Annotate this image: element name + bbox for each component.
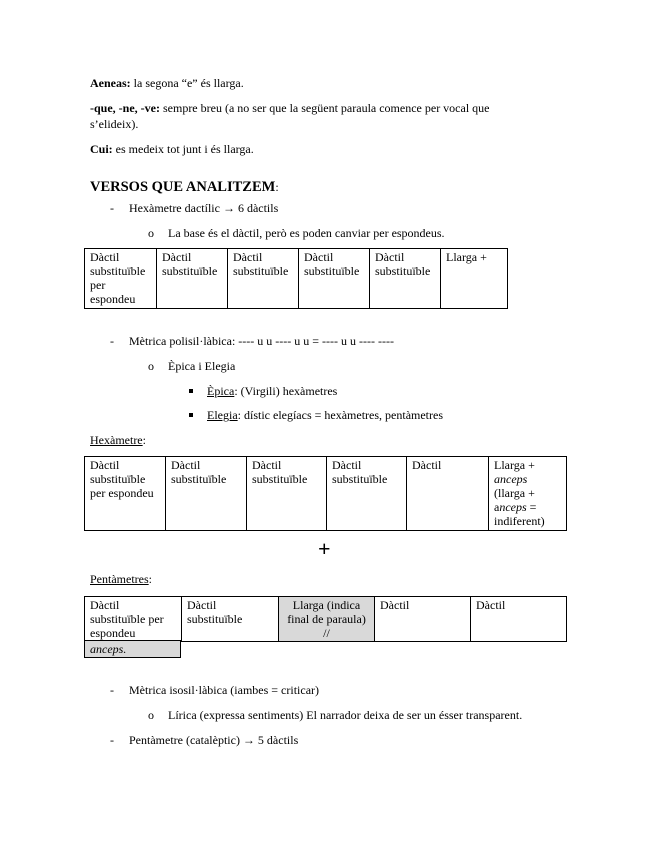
table-cell: Dàctil substituïble per espondeu — [85, 597, 182, 642]
paragraph-cui — [90, 142, 254, 156]
table-anceps-row — [84, 640, 181, 658]
table-cell: Dàctil — [471, 597, 567, 642]
sub-marker: o — [148, 226, 154, 240]
text-aeneas: la segona “e” és llarga. — [130, 76, 244, 90]
table-cell: Dàctil substituïble — [299, 249, 370, 309]
hexametre-label — [90, 433, 146, 447]
table-cell: Dàctil substituïble — [166, 457, 247, 531]
label-aeneas: Aeneas: — [90, 76, 131, 90]
table-cell: Dàctil substituïble — [327, 457, 407, 531]
indiferent-text: indiferent) — [494, 514, 545, 528]
bullet-item-elegia — [207, 408, 443, 422]
label-cui: Cui: — [90, 142, 113, 156]
pentametres-label-colon: : — [148, 572, 152, 586]
bullet-text-elegia: : dístic elegíacs = hexàmetres, pentàmetres — [237, 408, 444, 422]
sub-marker: o — [148, 359, 154, 373]
bullet-label-epica: Èpica — [207, 384, 235, 398]
pentametres-label — [90, 572, 152, 586]
table-cell: Dàctil substituïble — [228, 249, 299, 309]
paragraph-que-ne-ve — [90, 101, 490, 115]
table-cell: Llarga + — [441, 249, 508, 309]
sub-item-epica-elegia: Èpica i Elegia — [168, 359, 236, 373]
table-cell: Dàctil substituïble — [157, 249, 228, 309]
sub-item-base-dactil: La base és el dàctil, però es poden canviar per espondeus. — [168, 226, 445, 240]
heading-title: VERSOS QUE ANALITZEM — [90, 179, 276, 195]
text-cui: es medeix tot junt i és llarga. — [112, 142, 254, 156]
anceps-a-text: a — [494, 500, 500, 514]
table-cell: Dàctil — [375, 597, 471, 642]
hexametre-label-text: Hexàmetre — [90, 433, 143, 447]
heading-colon: : — [275, 180, 279, 194]
sub-item-lirica: Lírica (expressa sentiments) El narrador deixa de ser un ésser transparent. — [168, 708, 523, 722]
list-item-pentametre-cataleptic: Pentàmetre (catalèptic) → 5 dàctils — [129, 733, 299, 747]
table-cell-anceps: anceps. — [85, 641, 181, 658]
anceps-text: anceps — [494, 472, 528, 486]
anceps-nceps-text: nceps — [499, 500, 527, 514]
list-item-hexametre-dactilic: Hexàmetre dactílic → 6 dàctils — [129, 201, 279, 215]
text-que-ne-ve-line2: s’elideix). — [90, 117, 139, 131]
label-que-ne-ve: -que, -ne, -ve: — [90, 101, 160, 115]
anceps-equals-text: = — [526, 500, 537, 514]
table-cell: Dàctil — [407, 457, 489, 531]
dash-marker: - — [110, 683, 114, 697]
text-que-ne-ve-line1: sempre breu (a no ser que la següent paraula comence per vocal que — [159, 101, 490, 115]
double-slash-text: // — [323, 626, 330, 640]
square-bullet-icon — [189, 389, 193, 393]
paragraph-aeneas — [90, 76, 244, 90]
table-hexametre — [84, 456, 567, 531]
dash-marker: - — [110, 334, 114, 348]
dash-marker: - — [110, 201, 114, 215]
table-cell-llarga-anceps — [489, 457, 567, 531]
table-cell: Dàctil substituïble per espondeu — [85, 457, 166, 531]
list-item-metrica-polisillabica: Mètrica polisil·làbica: ---- u u ---- u u = ---- u u ---- ---- — [129, 334, 394, 348]
table-cell: Dàctil substituïble per espondeu — [85, 249, 157, 309]
table-cell: Dàctil substituïble — [247, 457, 327, 531]
square-bullet-icon — [189, 413, 193, 417]
table-pentametres — [84, 596, 567, 642]
bullet-label-elegia: Elegia — [207, 408, 238, 422]
table-cell: Dàctil substituïble — [182, 597, 279, 642]
llarga-paren-text: (llarga + — [494, 486, 535, 500]
plus-sign: + — [318, 536, 331, 561]
bullet-item-epica — [207, 384, 337, 398]
llarga-final-text: Llarga (indica final de paraula) — [287, 598, 366, 626]
bullet-text-epica: : (Virgili) hexàmetres — [234, 384, 338, 398]
pentametres-label-text: Pentàmetres — [90, 572, 149, 586]
llarga-text: Llarga + — [494, 458, 535, 472]
sub-marker: o — [148, 708, 154, 722]
table-cell: Dàctil substituïble — [370, 249, 441, 309]
list-item-metrica-isosillabica: Mètrica isosil·làbica (iambes = criticar) — [129, 683, 320, 697]
hexametre-label-colon: : — [142, 433, 146, 447]
dash-marker: - — [110, 733, 114, 747]
table-cell-llarga-final — [279, 597, 375, 642]
section-heading — [90, 180, 279, 194]
table-hexametre-dactilic — [84, 248, 508, 309]
